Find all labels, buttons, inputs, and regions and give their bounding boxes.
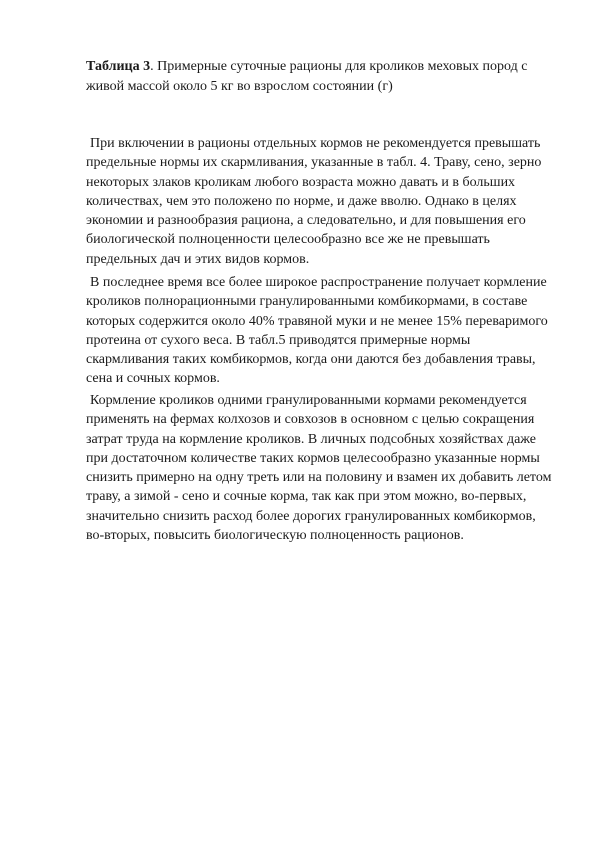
paragraph-2: В последнее время все более широкое распространение получает кормление кроликов полнорационными гранулированными комбикормами, в составе которых содержится около 40% травяной муки и не менее 15% переваримого протеина от сухого веса. В табл.5 приводятся примерные нормы скармливания таких комбикормов, когда они даются без добавления травы, сена и сочных кормов. <box>86 275 548 387</box>
paragraph-3: Кормление кроликов одними гранулированными кормами рекомендуется применять на фермах колхозов и совхозов в основном с целью сокращения затрат труда на кормление кроликов. В личных подсобных хозяйствах даже при достаточном количестве таких кормов целесообразно указанные нормы снизить примерно на одну треть или на половину и взамен их добавить летом траву, а зимой - сено и сочные корма, так как при этом можно, во-первых, значительно снизить расход более дорогих гранулированных комбикормов, во-вторых, повысить биологическую полноценность рационов. <box>86 393 552 544</box>
table-caption <box>86 57 556 96</box>
paragraph-1: При включении в рационы отдельных кормов не рекомендуется превышать предельные нормы их скармливания, указанные в табл. 4. Траву, сено, зерно некоторых злаков кроликам любого возраста можно давать и в больших количествах, чем это положено по норме, и даже вволю. Однако в целях экономии и разнообразия рациона, а следовательно, и для повышения его биологической полноценности целесообразно все же не превышать предельных дач и этих видов кормов. <box>86 136 542 267</box>
table-caption-text: . Примерные суточные рационы для кроликов меховых пород с живой массой около 5 кг во взрослом состоянии (г) <box>86 59 528 94</box>
table-caption-label: Таблица 3 <box>86 59 151 74</box>
